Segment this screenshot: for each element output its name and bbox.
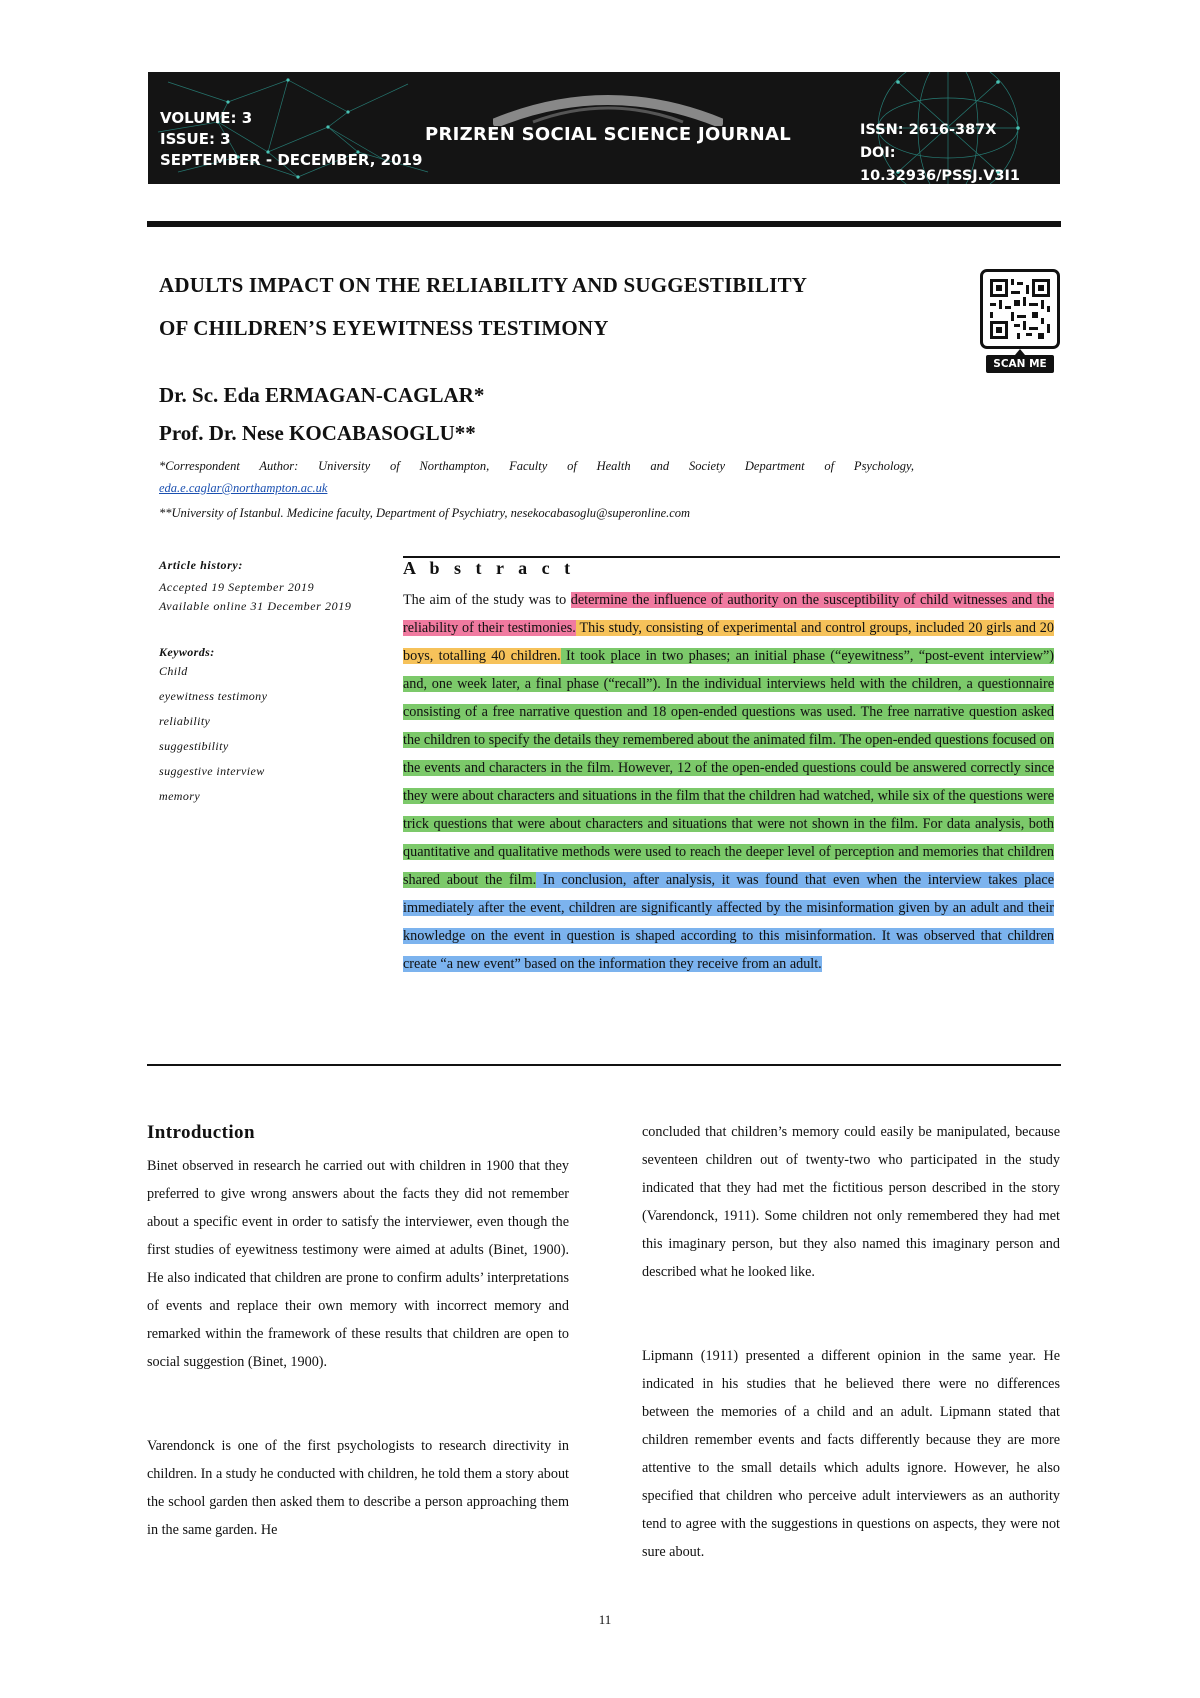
volume-info bbox=[160, 108, 422, 171]
article-title bbox=[159, 264, 959, 350]
scan-me-label: SCAN ME bbox=[986, 355, 1054, 373]
keyword-item: reliability bbox=[159, 714, 211, 728]
keyword-item: suggestibility bbox=[159, 739, 229, 753]
highlight-method: It took place in two phases; an initial phase (“eyewitness”, “post-event interview”) and, one week later, a final phase (“recall”). In the individual interviews held with the children, a questionnaire consisting of a free narrative question and 18 open-ended questions was used. The free narrative question asked the children to specify the details they remembered about the animated film. The open-ended questions focused on the events and characters in the film. However, 12 of the open-ended questions could be answered correctly since they were about characters and situations in the film that the children had watched, while six of the questions were trick questions that were about characters and situations that were not shown in the film. For data analysis, both quantitative and qualitative methods were used to reach the deeper level of perception and memories that children shared about the film. bbox=[403, 648, 1054, 888]
doi-label: DOI: 10.32936/PSSJ.V3I1 bbox=[860, 145, 1020, 184]
author-1: Dr. Sc. Eda ERMAGAN-CAGLAR* bbox=[159, 383, 485, 407]
article-history-label: Article history: bbox=[159, 558, 243, 572]
abstract-heading: A b s t r a c t bbox=[403, 558, 576, 578]
affiliation-1: *Correspondent Author: University of Northampton, Faculty of Health and Society Department of Psychology, bbox=[159, 459, 914, 473]
top-divider bbox=[147, 221, 1061, 227]
abstract-intro: The aim of the study was to bbox=[403, 592, 571, 608]
keyword-item: Child bbox=[159, 664, 188, 678]
journal-title: PRIZREN SOCIAL SCIENCE JOURNAL bbox=[424, 124, 792, 145]
affiliation-2: **University of Istanbul. Medicine faculty, Department of Psychiatry, nesekocabasoglu@superonline.com bbox=[159, 506, 691, 520]
keyword-item: memory bbox=[159, 789, 201, 803]
intro-paragraph-3: concluded that children’s memory could easily be manipulated, because seventeen children out of twenty-two who participated in the study indicated that they had met the fictitious person described in the story (Varendonck, 1911). Some children not only remembered they had met this imaginary person, but they also named this imaginary person and described what he looked like. bbox=[642, 1124, 1060, 1280]
keyword-item: eyewitness testimony bbox=[159, 689, 268, 703]
issn-label: ISSN: 2616-387X bbox=[860, 122, 997, 138]
highlight-aim: determine the influence of authority on the susceptibility of child witnesses and the reliability of their testimonies. bbox=[403, 592, 1054, 636]
volume-label: VOLUME: 3 bbox=[160, 109, 253, 127]
keyword-item: suggestive interview bbox=[159, 764, 265, 778]
title-line-2: OF CHILDREN’S EYEWITNESS TESTIMONY bbox=[159, 316, 609, 340]
intro-paragraph-1: Binet observed in research he carried out with children in 1900 that they preferred to give wrong answers about the facts they did not remember about a specific event in order to satisfy the interviewer, even though the first studies of eyewitness testimony were aimed at adults (Binet, 1900). He also indicated that children are prone to confirm adults’ interpretations of events and replace their own memory with incorrect memory and remarked within the framework of these results that children are open to social suggestion (Binet, 1900). bbox=[147, 1158, 569, 1370]
affiliation-email-link[interactable]: eda.e.caglar@northampton.ac.uk bbox=[159, 481, 328, 495]
highlight-conclusion: In conclusion, after analysis, it was found that even when the interview takes place immediately after the event, children are significantly affected by the misinformation given by an adult and their knowledge on the event in question is shaped according to this misinformation. It was observed that children create “a new event” based on the information they receive from an adult. bbox=[403, 872, 1054, 972]
period-label: SEPTEMBER - DECEMBER, 2019 bbox=[160, 151, 423, 169]
intro-paragraph-2: Varendonck is one of the first psychologists to research directivity in children. In a study he conducted with children, he told them a story about the school garden then asked them to describe a person approaching them in the same garden. He bbox=[147, 1438, 569, 1538]
highlight-participants: This study, consisting of experimental and control groups, included 20 girls and 20 boys, totalling 40 children. bbox=[403, 620, 1054, 664]
issue-label: ISSUE: 3 bbox=[160, 130, 231, 148]
journal-banner bbox=[148, 72, 1060, 184]
page-number: 11 bbox=[598, 1612, 612, 1627]
intro-paragraph-4: Lipmann (1911) presented a different opinion in the same year. He indicated in his studies that he believed there were no differences between the memories of a child and an adult. Lipmann stated that children remember events and facts differently because they are more attentive to the small details which adults ignore. However, he also specified that children who perceive adult interviewers as an authority tend to agree with the suggestions in questions on aspects, they were not sure about. bbox=[642, 1348, 1060, 1560]
title-line-1: ADULTS IMPACT ON THE RELIABILITY AND SUGGESTIBILITY bbox=[159, 273, 808, 297]
abstract-text bbox=[403, 586, 1054, 978]
keywords-label: Keywords: bbox=[159, 645, 215, 659]
abstract-end-divider bbox=[147, 1064, 1061, 1066]
qr-pattern-icon bbox=[990, 279, 1050, 339]
issn-info bbox=[860, 119, 1060, 184]
bridge-logo-icon bbox=[493, 86, 723, 126]
qr-code[interactable] bbox=[980, 269, 1060, 349]
accepted-date: Accepted 19 September 2019 bbox=[159, 580, 315, 594]
introduction-heading: Introduction bbox=[147, 1122, 255, 1143]
online-date: Available online 31 December 2019 bbox=[159, 599, 352, 613]
author-2: Prof. Dr. Nese KOCABASOGLU** bbox=[159, 421, 476, 445]
